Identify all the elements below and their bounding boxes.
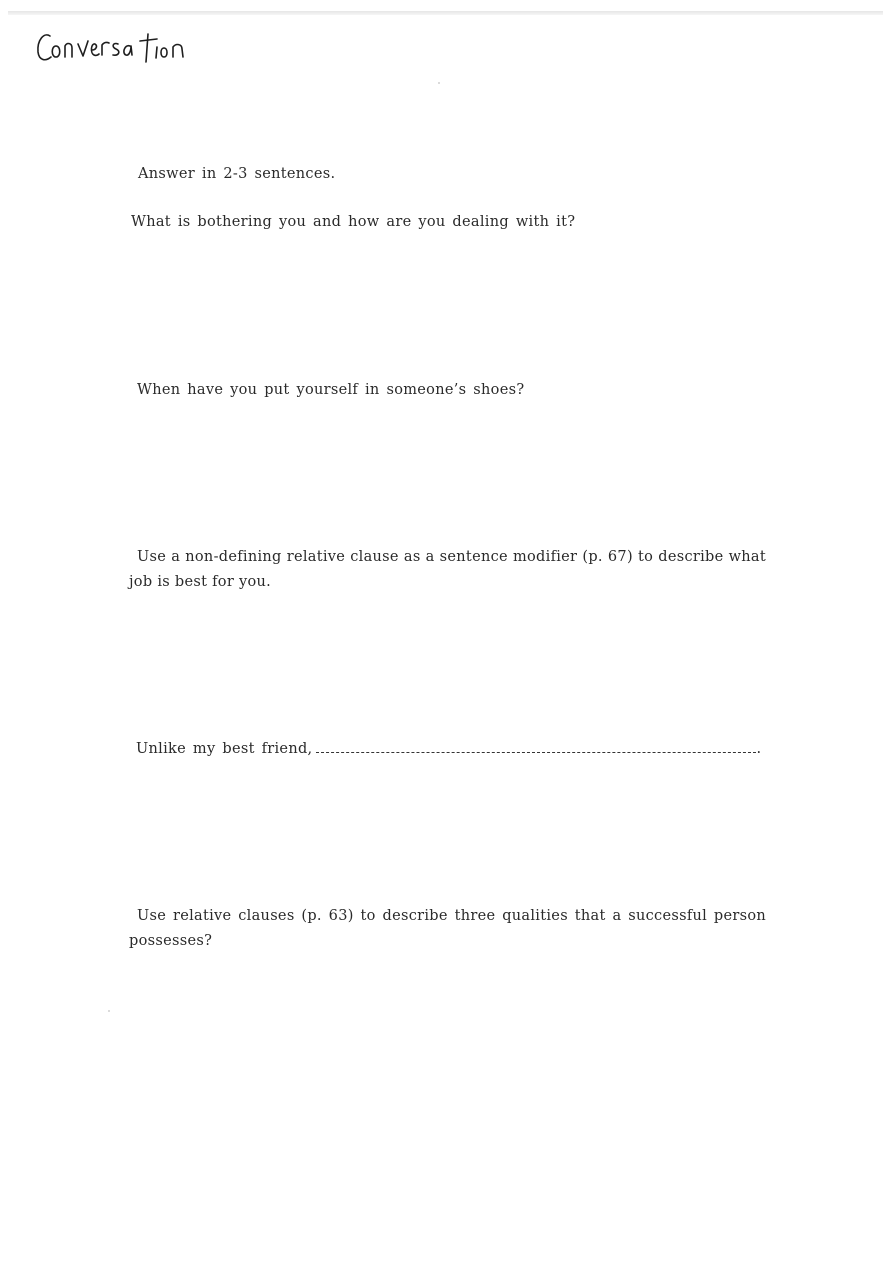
question-3: Use a non-defining relative clause as a sentence modifier (p. 67) to describe what job is best for you. bbox=[129, 549, 766, 590]
handwritten-title bbox=[36, 26, 196, 70]
question-4-prompt: Unlike my best friend, bbox=[136, 741, 313, 757]
fill-in-blank bbox=[316, 751, 756, 753]
question-2: When have you put yourself in someone’s shoes? bbox=[137, 382, 525, 398]
scan-top-edge bbox=[8, 11, 883, 15]
scan-speck bbox=[438, 82, 440, 84]
question-1: What is bothering you and how are you dealing with it? bbox=[131, 214, 576, 230]
instruction-text: Answer in 2-3 sentences. bbox=[138, 166, 336, 182]
scan-speck bbox=[108, 1010, 110, 1012]
question-4 bbox=[136, 737, 761, 762]
question-5: Use relative clauses (p. 63) to describe three qualities that a successful person possesses? bbox=[129, 908, 766, 949]
blank-end-period: . bbox=[756, 741, 762, 757]
